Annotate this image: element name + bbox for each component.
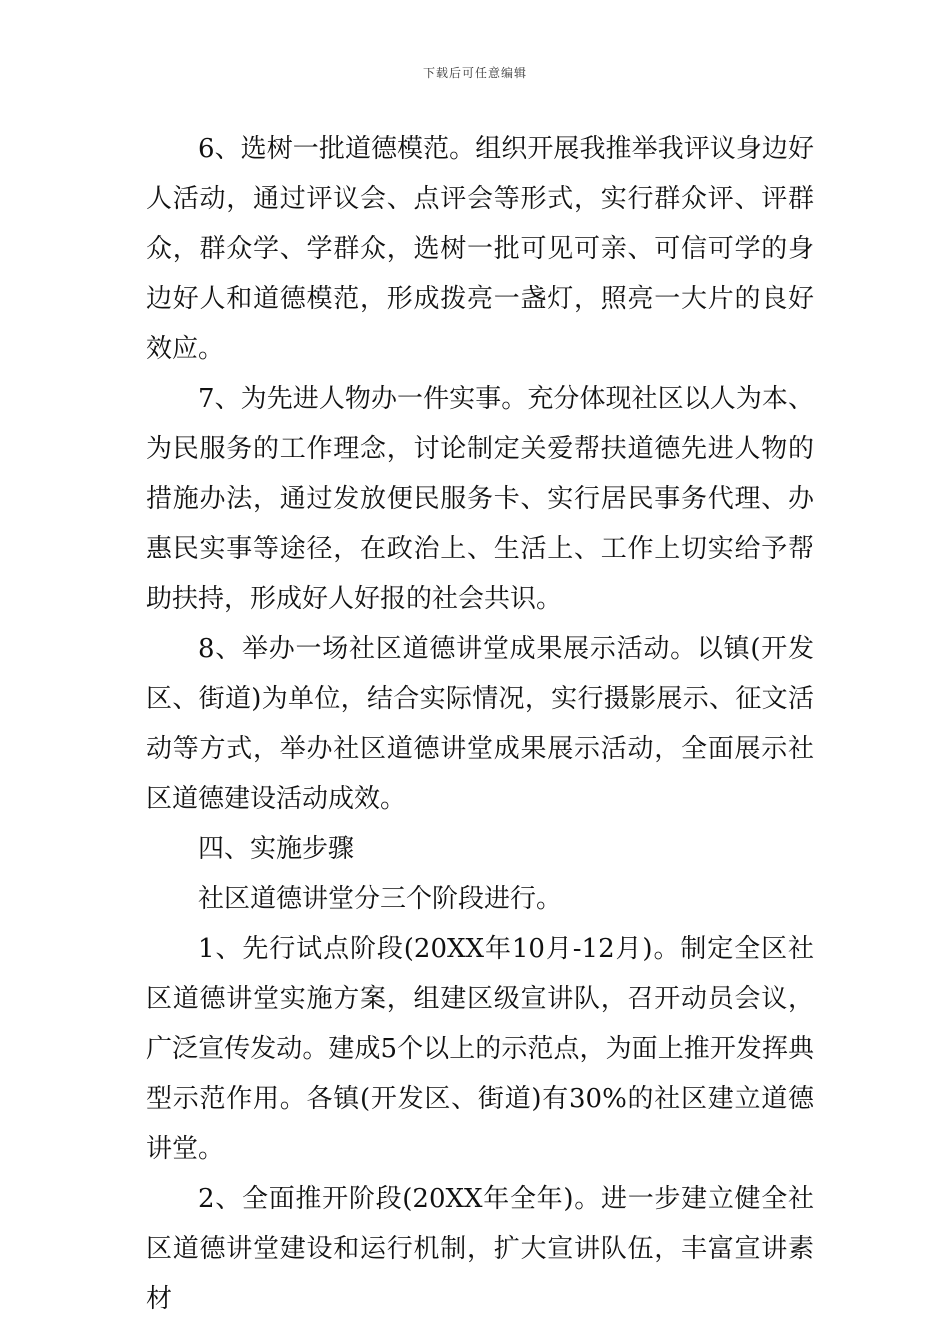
paragraph-three-stages: 社区道德讲堂分三个阶段进行。 (198, 884, 563, 914)
paragraph-full-rollout-stage: 2、全面推开阶段(20XX年全年)。进一步建立健全社区道德讲堂建设和运行机制，扩大宣讲队伍，丰富宣讲素材 (146, 1184, 814, 1314)
paragraph-moral-models: 6、选树一批道德模范。组织开展我推举我评议身边好人活动，通过评议会、点评会等形式，实行群众评、评群众，群众学、学群众，选树一批可见可亲、可信可学的身边好人和道德模范，形成拨亮一盏灯，照亮一大片的良好效应。 (146, 134, 814, 364)
paragraph-practical-matter: 7、为先进人物办一件实事。充分体现社区以人为本、为民服务的工作理念，讨论制定关爱帮扶道德先进人物的措施办法，通过发放便民服务卡、实行居民事务代理、办惠民实事等途径，在政治上、生活上、工作上切实给予帮助扶持，形成好人好报的社会共识。 (146, 384, 814, 614)
page-header: 下载后可任意编辑 (422, 66, 527, 80)
paragraph-achievement-show: 8、举办一场社区道德讲堂成果展示活动。以镇(开发区、街道)为单位，结合实际情况，实行摄影展示、征文活动等方式，举办社区道德讲堂成果展示活动，全面展示社区道德建设活动成效。 (146, 634, 814, 814)
paragraph-pilot-stage: 1、先行试点阶段(20XX年10月-12月)。制定全区社区道德讲堂实施方案，组建区级宣讲队，召开动员会议，广泛宣传发动。建成5个以上的示范点，为面上推开发挥典型示范作用。各镇(开发区、街道)有30%的社区建立道德讲堂。 (146, 934, 814, 1164)
document-body (146, 124, 814, 1324)
section-heading-steps: 四、实施步骤 (198, 834, 355, 864)
